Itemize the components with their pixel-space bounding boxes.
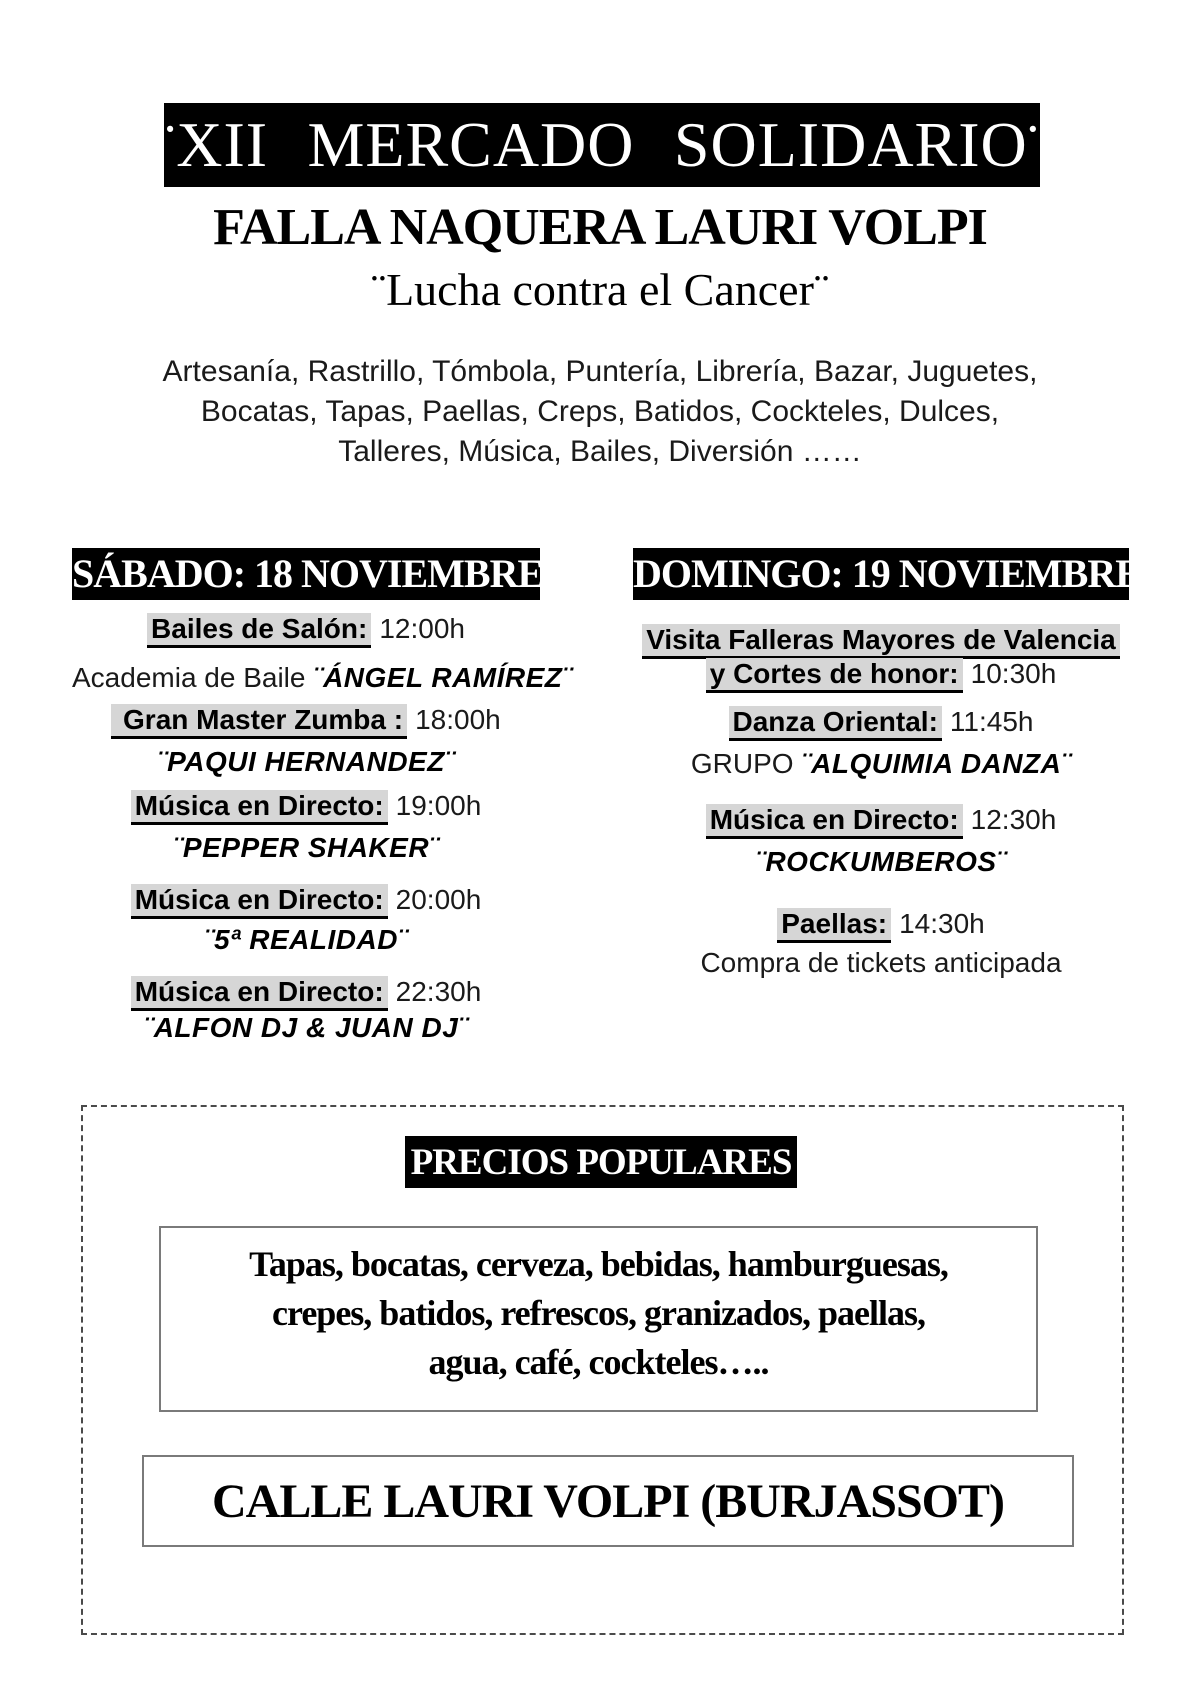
motto-subtitle: ¨Lucha contra el Cancer¨ xyxy=(370,264,830,315)
event-time: 22:30h xyxy=(395,976,482,1007)
event-time: 18:00h xyxy=(415,704,501,735)
event-musica-19 xyxy=(72,789,540,823)
event-musica-1230 xyxy=(633,803,1129,837)
intro-line-3: Talleres, Música, Bailes, Diversión …… xyxy=(338,435,862,468)
performer-rockumberos xyxy=(633,845,1129,879)
intro-paragraph xyxy=(0,352,1200,472)
performer-5a-realidad xyxy=(72,923,540,957)
performer-pepper-shaker xyxy=(72,831,540,865)
prices-header-bar: PRECIOS POPULARES xyxy=(405,1136,797,1188)
event-label: Paellas: xyxy=(777,908,891,943)
event-label: y Cortes de honor: xyxy=(706,658,963,693)
saturday-header-bar: SÁBADO: 18 NOVIEMBRE xyxy=(72,548,540,600)
event-time: 19:00h xyxy=(395,790,482,821)
intro-line-2: Bocatas, Tapas, Paellas, Creps, Batidos, Cockteles, Dulces, xyxy=(200,395,1000,428)
sunday-header-bar: DOMINGO: 19 NOVIEMBRE xyxy=(633,548,1129,600)
performer-paqui-hernandez xyxy=(72,745,540,779)
poster-title: ¨XII MERCADO SOLIDARIO¨ xyxy=(153,109,1051,180)
performer-name: ¨ALQUIMIA DANZA¨ xyxy=(801,748,1072,779)
address-text: CALLE LAURI VOLPI (BURJASSOT) xyxy=(212,1474,1004,1528)
event-danza-oriental xyxy=(633,705,1129,739)
event-label: Música en Directo: xyxy=(131,884,388,919)
performer-angel-ramirez xyxy=(72,661,573,695)
event-visita-falleras-line2 xyxy=(633,657,1129,691)
performer-name: ¨PAQUI HERNANDEZ¨ xyxy=(157,746,455,777)
event-label: Música en Directo: xyxy=(131,790,388,825)
saturday-column xyxy=(72,548,573,1045)
event-time: 12:00h xyxy=(379,613,465,644)
performer-alfon-juan-dj xyxy=(72,1011,540,1045)
event-label: Visita Falleras Mayores de Valencia xyxy=(642,624,1120,659)
event-paellas xyxy=(633,907,1129,941)
event-label: Gran Master Zumba : xyxy=(111,704,407,739)
food-line-1: Tapas, bocatas, cerveza, bebidas, hamburguesas, xyxy=(249,1244,948,1284)
event-label: Danza Oriental: xyxy=(729,706,942,741)
event-time: 14:30h xyxy=(899,908,985,939)
event-time: 11:45h xyxy=(949,706,1034,737)
event-gran-master-zumba xyxy=(72,703,540,737)
event-visita-falleras-line1 xyxy=(633,623,1129,657)
event-label: Música en Directo: xyxy=(706,804,963,839)
event-musica-20 xyxy=(72,883,540,917)
performer-name: ¨ALFON DJ & JUAN DJ¨ xyxy=(143,1012,469,1043)
event-label: Bailes de Salón: xyxy=(147,613,371,648)
food-line-2: crepes, batidos, refrescos, granizados, paellas, xyxy=(272,1293,925,1333)
performer-alquimia-danza xyxy=(633,747,1129,781)
intro-line-1: Artesanía, Rastrillo, Tómbola, Puntería, Librería, Bazar, Juguetes, xyxy=(162,355,1038,388)
performer-name: ¨ROCKUMBEROS¨ xyxy=(755,846,1007,877)
tickets-note: Compra de tickets anticipada xyxy=(700,947,1062,978)
event-time: 10:30h xyxy=(970,658,1057,689)
event-bailes-de-salon xyxy=(72,612,540,646)
performer-name: ¨ÁNGEL RAMÍREZ¨ xyxy=(313,662,573,693)
poster-title-bar xyxy=(153,103,1051,187)
performer-prefix: GRUPO xyxy=(690,748,802,779)
event-time: 12:30h xyxy=(970,804,1057,835)
organizer-title: FALLA NAQUERA LAURI VOLPI xyxy=(213,199,987,256)
event-time: 20:00h xyxy=(395,884,482,915)
performer-prefix: Academia de Baile xyxy=(72,662,314,693)
performer-name: ¨5ª REALIDAD¨ xyxy=(204,924,408,955)
performer-name: ¨PEPPER SHAKER¨ xyxy=(173,832,439,863)
food-list-box xyxy=(159,1226,1038,1412)
event-musica-2230 xyxy=(72,975,540,1009)
event-label: Música en Directo: xyxy=(131,976,388,1011)
food-line-3: agua, café, cockteles….. xyxy=(428,1342,769,1382)
address-box xyxy=(142,1455,1074,1547)
sunday-column xyxy=(633,548,1141,980)
